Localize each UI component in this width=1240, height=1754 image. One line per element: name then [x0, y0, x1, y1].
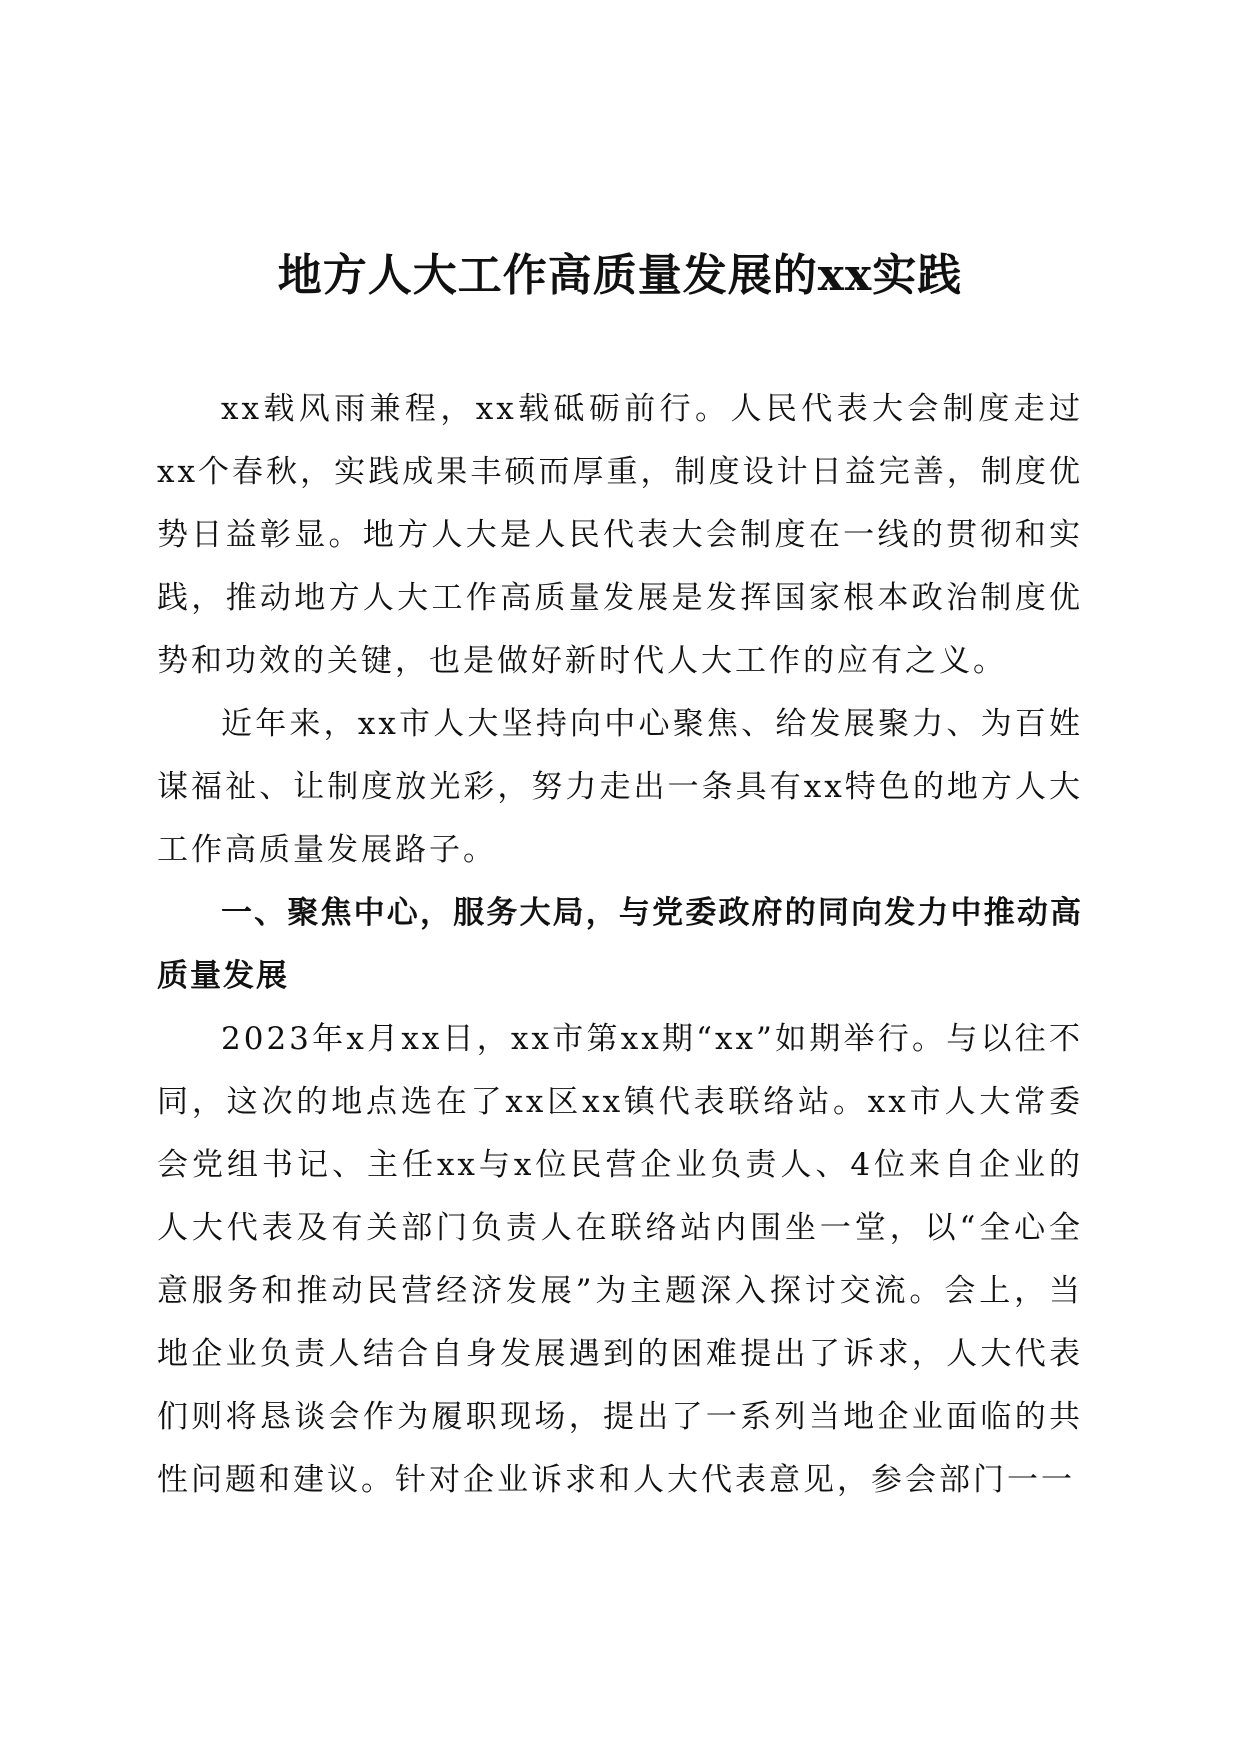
- document-title: 地方人大工作高质量发展的xx实践: [277, 250, 963, 301]
- section-heading: 一、聚焦中心，服务大局，与党委政府的同向发力中推动高质量发展: [157, 895, 1083, 994]
- paragraph-intro: xx载风雨兼程，xx载砥砺前行。人民代表大会制度走过xx个春秋，实践成果丰硕而厚重，制度设计日益完善，制度优势日益彰显。地方人大是人民代表大会制度在一线的贯彻和实践，推动地方人大工作高质量发展是发挥国家根本政治制度优势和功效的关键，也是做好新时代人大工作的应有之义。: [157, 391, 1083, 679]
- paragraph-overview: 近年来，xx市人大坚持向中心聚焦、给发展聚力、为百姓谋福祉、让制度放光彩，努力走出一条具有xx特色的地方人大工作高质量发展路子。: [157, 706, 1083, 868]
- paragraph-section-body: 2023年x月xx日，xx市第xx期“xx”如期举行。与以往不同，这次的地点选在了xx区xx镇代表联络站。xx市人大常委会党组书记、主任xx与x位民营企业负责人、4位来自企业的人大代表及有关部门负责人在联络站内围坐一堂，以“全心全意服务和推动民营经济发展”为主题深入探讨交流。会上，当地企业负责人结合自身发展遇到的困难提出了诉求，人大代表们则将恳谈会作为履职现场，提出了一系列当地企业面临的共性问题和建议。针对企业诉求和人大代表意见，参会部门一一: [157, 1021, 1083, 1498]
- document-body: [157, 378, 1083, 1512]
